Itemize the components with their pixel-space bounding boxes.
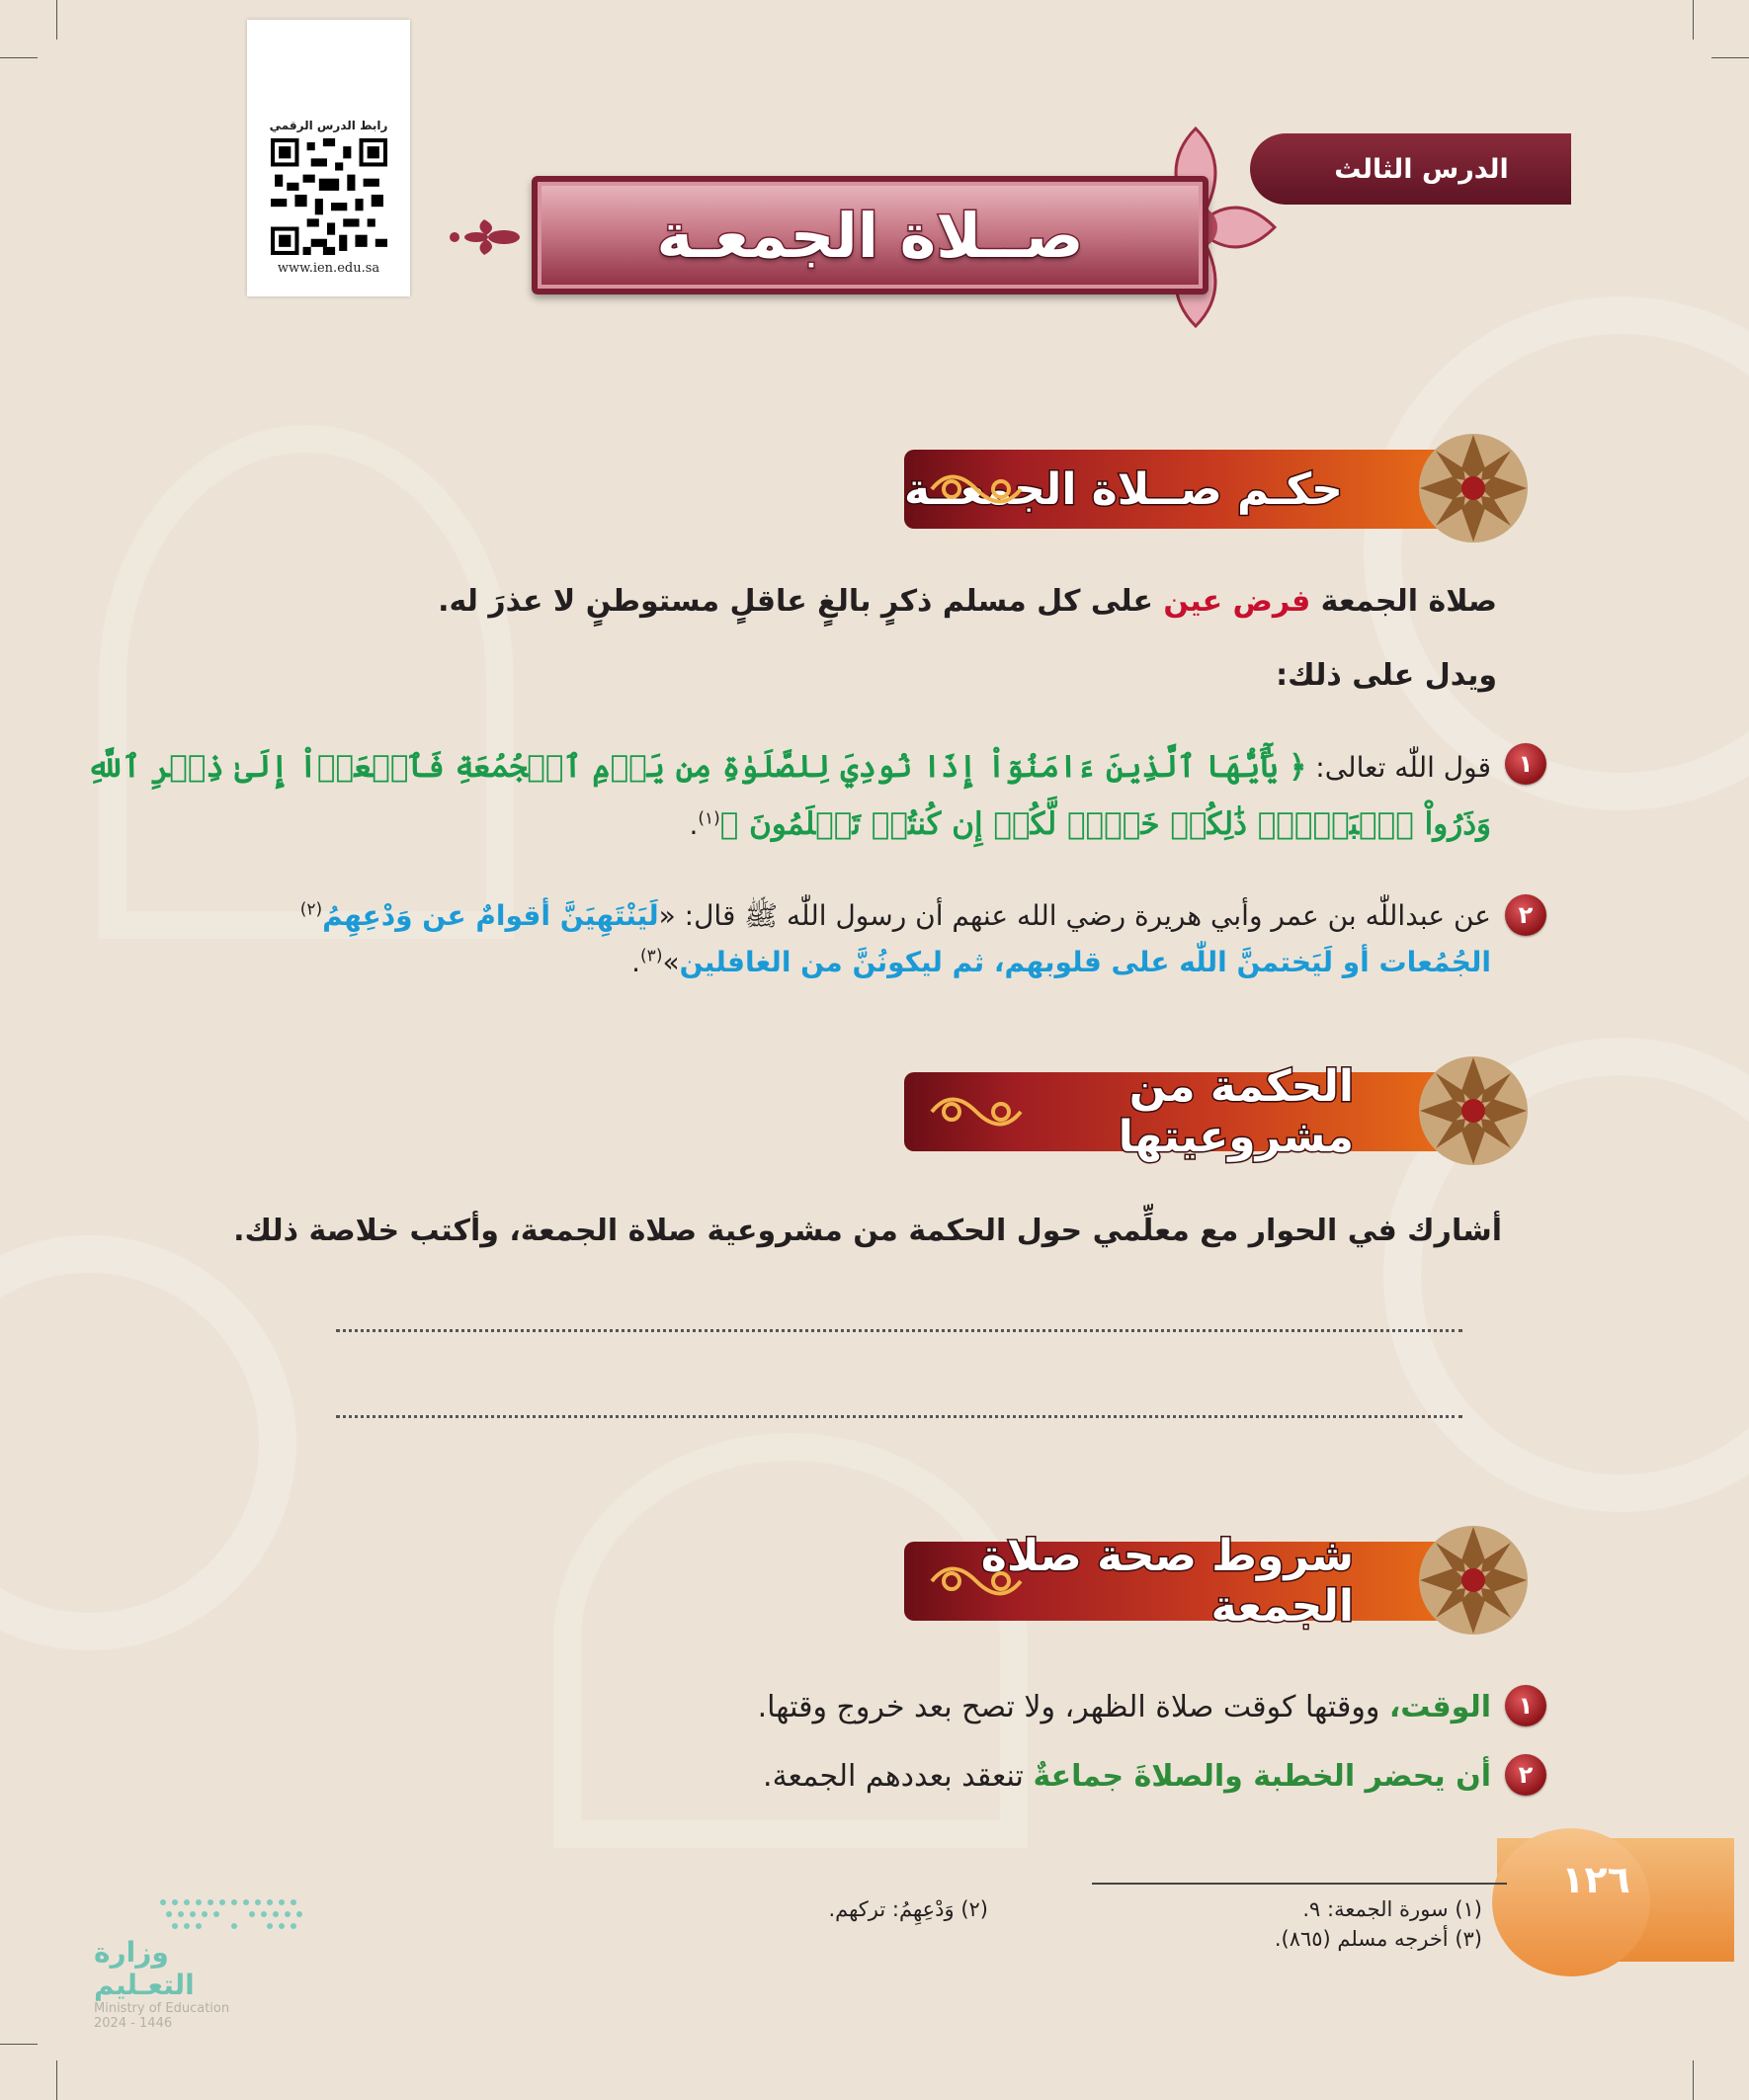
section-heading: شروط صحة صلاة الجمعة <box>980 1531 1354 1632</box>
condition-text: الوقت، ووقتها كوقت صلاة الظهر، ولا تصح بعد خروج وقتها. <box>757 1690 1491 1724</box>
ministry-dots-icon <box>153 1892 321 1932</box>
quran-verse-line-1: ﴿ يَٰٓأَيُّهَا ٱلَّذِينَ ءَامَنُوٓاْ إِذَا نُودِيَ لِلصَّلَوٰةِ مِن يَوۡمِ ٱلۡجُمُعَةِ فَٱسۡعَوۡاْ إِلَىٰ ذِكۡرِ ٱللَّهِ <box>86 749 1307 785</box>
section-banner-wisdom <box>904 1052 1532 1169</box>
condition-key: أن يحضر الخطبة والصلاةَ جماعةٌ <box>1033 1759 1491 1794</box>
footnote-separator <box>1092 1883 1507 1885</box>
banner-bar <box>904 1531 1462 1632</box>
evidence-text: قول اللّٰه تعالى: ﴿ يَٰٓأَيُّهَا ٱلَّذِينَ ءَامَنُوٓاْ إِذَا نُودِيَ لِلصَّلَوٰةِ مِن يَوۡمِ ٱلۡجُمُعَةِ فَٱسۡعَوۡاْ إِلَىٰ ذِكۡرِ ٱللَّهِ وَذَرُواْ ٱلۡبَيۡعَۚ ذَٰلِكُمۡ خَيۡرٞ لَّكُمۡ إِن كُنتُمۡ تَعۡلَمُونَ ﴾$^{(١)}$. <box>86 749 1491 843</box>
ministry-arabic-name: وزارة التعـليم <box>94 1936 195 2001</box>
hadith-line-1: لَيَنْتَهِيَنَّ أقوامٌ عن وَدْعِهِمُ <box>322 899 659 932</box>
swirl-ornament-icon <box>922 1552 1031 1611</box>
condition-item-2 <box>763 1754 1546 1801</box>
number-badge: ٢ <box>1505 894 1546 936</box>
answer-line[interactable] <box>336 1415 1462 1418</box>
ministry-year: 2024 - 1446 <box>94 2016 173 2031</box>
digital-lesson-qr-box[interactable] <box>247 20 410 296</box>
qr-url[interactable]: www.ien.edu.sa <box>277 261 380 276</box>
section-banner-ruling <box>904 430 1532 546</box>
quran-verse-line-2: وَذَرُواْ ٱلۡبَيۡعَۚ ذَٰلِكُمۡ خَيۡرٞ لَّكُمۡ إِن كُنتُمۡ تَعۡلَمُونَ ﴾ <box>719 806 1491 843</box>
lesson-number-tab: الدرس الثالث <box>1250 133 1571 205</box>
page-number-badge <box>1492 1828 1650 1976</box>
condition-key: الوقت، <box>1388 1690 1491 1724</box>
number-badge: ١ <box>1505 743 1546 785</box>
crop-mark <box>1711 57 1749 58</box>
answer-line[interactable] <box>336 1329 1462 1332</box>
title-left-ornament-icon <box>425 198 524 277</box>
page-title: صــلاة الجمعـة <box>656 199 1084 272</box>
evidence-intro: ويدل على ذلك: <box>1276 658 1497 693</box>
page-number: ١٢٦ <box>1561 1858 1630 1901</box>
condition-item-1 <box>758 1685 1546 1731</box>
arabesque-medallion-icon <box>1415 1052 1532 1169</box>
number-badge: ١ <box>1505 1685 1546 1726</box>
evidence-item-1 <box>87 743 1546 848</box>
crop-mark <box>56 0 57 40</box>
swirl-ornament-icon <box>922 1082 1031 1141</box>
crop-mark <box>0 57 38 58</box>
evidence-text: عن عبداللّٰه بن عمر وأبي هريرة رضي الله عنهم أن رسول اللّٰه ﷺ قال: «لَيَنْتَهِيَنَّ أقوامٌ عن وَدْعِهِمُ$^{(٢)}$ الجُمُعات أو لَيَختمنَّ اللّٰه على قلوبهم، ثم ليكونُنَّ من الغافلين»$^{(٣)}$. <box>299 899 1491 979</box>
footnote-3: (٣) أخرجه مسلم (٨٦٥). <box>1274 1927 1482 1951</box>
evidence-item-2 <box>300 894 1546 984</box>
number-badge: ٢ <box>1505 1754 1546 1796</box>
condition-text: أن يحضر الخطبة والصلاةَ جماعةٌ تنعقد بعددهم الجمعة. <box>763 1759 1491 1794</box>
lesson-title-plate <box>532 176 1208 294</box>
wisdom-prompt: أشارك في الحوار مع معلِّمي حول الحكمة من مشروعية صلاة الجمعة، وأكتب خلاصة ذلك. <box>233 1214 1502 1248</box>
section-banner-conditions <box>904 1522 1532 1638</box>
footnote-ref[interactable]: (٣) <box>640 947 663 967</box>
banner-bar <box>904 1061 1462 1162</box>
background-arch <box>99 425 514 939</box>
highlight-fard-ayn: فرض عين <box>1163 584 1311 619</box>
qr-code-icon[interactable] <box>271 138 387 255</box>
hadith-line-2: الجُمُعات أو لَيَختمنَّ اللّٰه على قلوبهم، ثم ليكونُنَّ من الغافلين <box>679 946 1491 979</box>
background-ornament <box>0 1235 296 1650</box>
crop-mark <box>1693 0 1694 40</box>
ministry-english-name: Ministry of Education <box>94 2001 230 2016</box>
footnote-ref[interactable]: (٢) <box>299 899 323 920</box>
arabesque-medallion-icon <box>1415 430 1532 546</box>
ruling-sentence: صلاة الجمعة فرض عين على كل مسلم ذكرٍ بالغٍ عاقلٍ مستوطنٍ لا عذرَ له. <box>438 584 1497 619</box>
swirl-ornament-icon <box>922 460 1031 519</box>
section-heading: الحكمة من مشروعيتها <box>1118 1061 1354 1162</box>
footnote-ref[interactable]: (١) <box>698 808 720 829</box>
crop-mark <box>56 2060 57 2100</box>
ministry-of-education-logo <box>94 1892 341 2031</box>
footnote-1: (١) سورة الجمعة: ٩. <box>1302 1897 1482 1921</box>
footnote-2: (٢) وَدْعِهِمُ: تركهم. <box>828 1897 988 1921</box>
crop-mark <box>0 2044 38 2045</box>
arabesque-medallion-icon <box>1415 1522 1532 1638</box>
section-heading: حكـم صــلاة الجمعــة <box>904 463 1343 515</box>
background-ornament <box>1364 296 1749 810</box>
crop-mark <box>1693 2060 1694 2100</box>
qr-caption: رابط الدرس الرقمي <box>269 119 388 132</box>
banner-bar <box>904 450 1462 529</box>
